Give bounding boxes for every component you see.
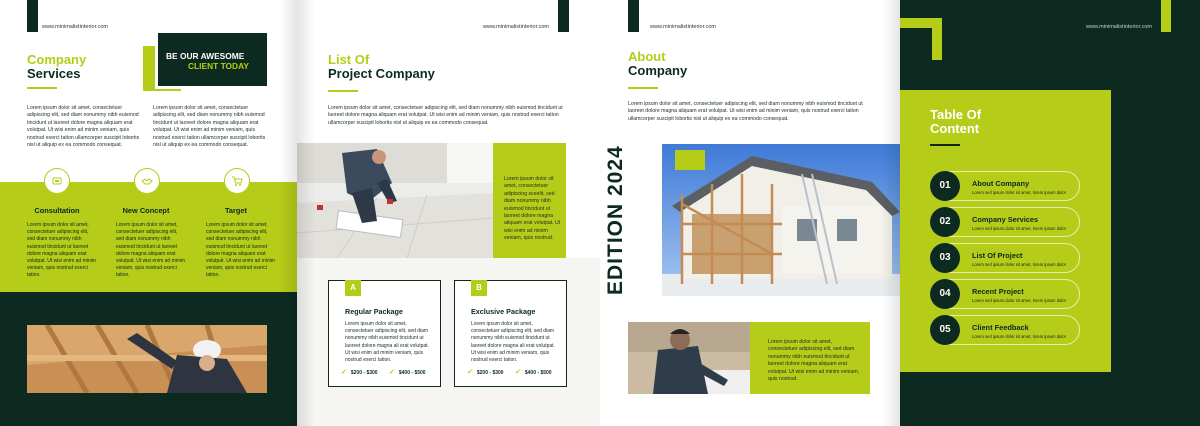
service-title: Consultation	[34, 206, 80, 215]
package-body: Lorem ipsum dolor sit amet, consectetuer adipiscing elit, sed diam nonummy nibh euismod tincidunt ut laoreet dolore magna ali erat volutpat. Ut wisi enim ad minim veniam, quis nostrud exerci tation.	[345, 321, 429, 364]
toc-number: 02	[930, 207, 960, 237]
page-title	[628, 50, 687, 78]
package-title: Exclusive Package	[471, 307, 536, 316]
toc-label: List Of Project	[972, 251, 1023, 260]
toc-number: 05	[930, 315, 960, 345]
title-line-2: Services	[27, 66, 81, 81]
toc-label: About Company	[972, 179, 1030, 188]
toc-item-client-feedback[interactable]	[930, 315, 1080, 345]
worker-blueprint-photo	[628, 322, 750, 394]
toc-title	[930, 108, 981, 136]
service-title: New Concept	[122, 206, 170, 215]
price-tier	[341, 368, 378, 376]
price-tier	[389, 368, 426, 376]
title-line-1: About	[628, 49, 666, 64]
site-url: www.minimalistinterior.com	[650, 24, 717, 30]
toc-title-line-1: Table Of	[930, 107, 982, 122]
service-title: Target	[224, 206, 248, 215]
toc-number: 03	[930, 243, 960, 273]
toc-label: Company Services	[972, 215, 1039, 224]
toc-label: Recent Project	[972, 287, 1024, 296]
page-title	[328, 53, 435, 81]
top-tab	[628, 0, 639, 32]
package-letter: A	[345, 280, 361, 296]
top-tab	[27, 0, 38, 32]
site-url: www.minimalistinterior.com	[42, 24, 109, 30]
package-title: Regular Package	[345, 307, 403, 316]
price-label: $400 - $500	[398, 370, 426, 376]
title-line-1: Company	[27, 52, 87, 67]
tile-worker-photo	[297, 143, 493, 258]
toc-subtext: Lorem sed ipsum dolor sit amet, lorem ipsum dolor	[972, 334, 1067, 339]
top-tab	[558, 0, 569, 32]
intro-text: Lorem ipsum dolor sit amet, consectetuer adipiscing elit, sed diam nonummy nibh euismod tincidunt ut laoreet dolore magna aliquam erat volutpat. Ut wisi enim ad minim veniam, quis nostrud exerci tation ullamcorper suscipit lobortis nisl ut aliquip ex ea commodo consequat.	[328, 105, 563, 126]
toc-number: 04	[930, 279, 960, 309]
accent-square	[675, 150, 705, 170]
worker-ceiling-photo	[27, 325, 267, 393]
toc-subtext: Lorem sed ipsum dolor sit amet, lorem ipsum dolor	[972, 298, 1067, 303]
title-rule	[27, 87, 57, 89]
price-label: $400 - $500	[524, 370, 552, 376]
intro-text-right: Lorem ipsum dolor sit amet, consectetuer adipiscing elit, sed diam nonummy nibh euismod tincidunt ut laoreet dolore magna aliquam erat volutpat. Ut wisi enim ad minim veniam, quis nostrud exerci tation ullamcorper suscipit lobortis nisl ut aliquip ex ea commodo consequat.	[153, 105, 266, 149]
handshake-icon	[134, 168, 160, 194]
toc-item-company-services[interactable]	[930, 207, 1080, 237]
service-body: Lorem ipsum dolor sit amet, consectetuer adipiscing elit, sed diam nonummy nibh euismod tincidunt ut laoreet dolore magna aliquam erat volutpat. Ut wisi enim ad minim veniam, quis nostrud exerci tation.	[116, 222, 185, 279]
price-tier	[515, 368, 552, 376]
toc-item-list-of-project[interactable]	[930, 243, 1080, 273]
check-icon: ✓	[389, 369, 395, 376]
title-rule	[628, 87, 658, 89]
regular-package-card[interactable]	[328, 280, 441, 387]
service-body: Lorem ipsum dolor sit amet, consectetuer adipiscing elit, sed diam nonummy nibh euismod tincidunt ut laoreet dolore magna aliquam erat volutpat. Ut wisi enim ad minim veniam, quis nostrud exerci tation.	[27, 222, 96, 279]
toc-title-line-2: Content	[930, 121, 980, 136]
toc-subtext: Lorem sed ipsum dolor sit amet, lorem ipsum dolor	[972, 262, 1067, 267]
check-icon: ✓	[341, 369, 347, 376]
toc-subtext: Lorem sed ipsum dolor sit amet, lorem ipsum dolor	[972, 226, 1067, 231]
toc-item-recent-project[interactable]	[930, 279, 1080, 309]
toc-subtext: Lorem sed ipsum dolor sit amet, lorem ipsum dolor	[972, 190, 1067, 195]
phone-icon	[44, 168, 70, 194]
page-about-company	[600, 0, 900, 426]
exclusive-package-card[interactable]	[454, 280, 567, 387]
intro-text-left: Lorem ipsum dolor sit amet, consectetuer adipiscing elit, sed diam nonummy nibh euismod tincidunt ut laoreet dolore magna aliquam erat volutpat. Ut wisi enim ad minim veniam, quis nostrud exerci tation ullamcorper suscipit lobortis nisl ut aliquip ex ea commodo consequat.	[27, 105, 140, 149]
price-label: $200 - $300	[350, 370, 378, 376]
price-tier	[467, 368, 504, 376]
site-url: www.minimalistinterior.com	[1086, 24, 1153, 30]
title-line-2: Project Company	[328, 66, 435, 81]
check-icon: ✓	[467, 369, 473, 376]
callout-box	[155, 33, 267, 89]
callout-line-1: BE OUR AWESOME	[166, 51, 245, 61]
title-rule	[328, 90, 358, 92]
title-line-2: Company	[628, 63, 688, 78]
check-icon: ✓	[515, 369, 521, 376]
about-caption: Lorem ipsum dolor sit amet, consectetuer adipiscing elit, sed diam nonummy nibh euismod tincidunt ut laoreet dolore magna aliquam erat volutpat. Ut wisi enim ad minim veniam, quis nostrud.	[768, 339, 860, 383]
toc-item-about-company[interactable]	[930, 171, 1080, 201]
toc-rule	[930, 144, 960, 146]
package-letter: B	[471, 280, 487, 296]
site-url: www.minimalistinterior.com	[483, 24, 550, 30]
project-caption: Lorem ipsum dolor sit amet, consectetuer adipiscing sceelit, sed diam nonummy nibh euismod tincidunt ut laoreet dolore magna aliquam erat volutpat. Ut wisi enim ad minim veniam, quis nostrud.	[504, 176, 561, 242]
price-label: $200 - $300	[476, 370, 504, 376]
about-caption-box	[750, 322, 870, 394]
toc-panel	[900, 90, 1111, 372]
callout-line-2: CLIENT TODAY	[188, 61, 249, 71]
toc-number: 01	[930, 171, 960, 201]
page-company-services	[0, 0, 297, 426]
package-body: Lorem ipsum dolor sit amet, consectetuer adipiscing elit, sed diam nonummy nibh euismod tincidunt ut laoreet dolore magna ali erat volutpat. Ut wisi enim ad minim veniam, quis nostrud exerci tation.	[471, 321, 555, 364]
intro-text: Lorem ipsum dolor sit amet, consectetuer adipiscing elit, sed diam nonummy nibh euismod tincidunt ut laoreet dolore magna aliquam erat volutpat. Ut wisi enim ad minim veniam, quis nostrud exerci tation ullamcorper suscipit lobortis nisl ut aliquip ex ea commodo consequat.	[628, 101, 863, 122]
top-accent-bar	[1161, 0, 1171, 32]
service-body: Lorem ipsum dolor sit amet, consectetuer adipiscing elit, sed diam nonummy nibh euismod tincidunt ut laoreet dolore magna aliquam erat volutpat. Ut wisi enim ad minim veniam, quis nostrud exerci tation.	[206, 222, 275, 279]
toc-label: Client Feedback	[972, 323, 1029, 332]
corner-accent	[900, 18, 942, 60]
title-line-1: List Of	[328, 52, 370, 67]
page-title	[27, 53, 86, 81]
cart-icon	[224, 168, 250, 194]
page-project-list	[297, 0, 600, 426]
project-caption-box	[493, 143, 566, 258]
page-table-of-content	[900, 0, 1200, 426]
edition-label: EDITION 2024	[604, 145, 627, 295]
